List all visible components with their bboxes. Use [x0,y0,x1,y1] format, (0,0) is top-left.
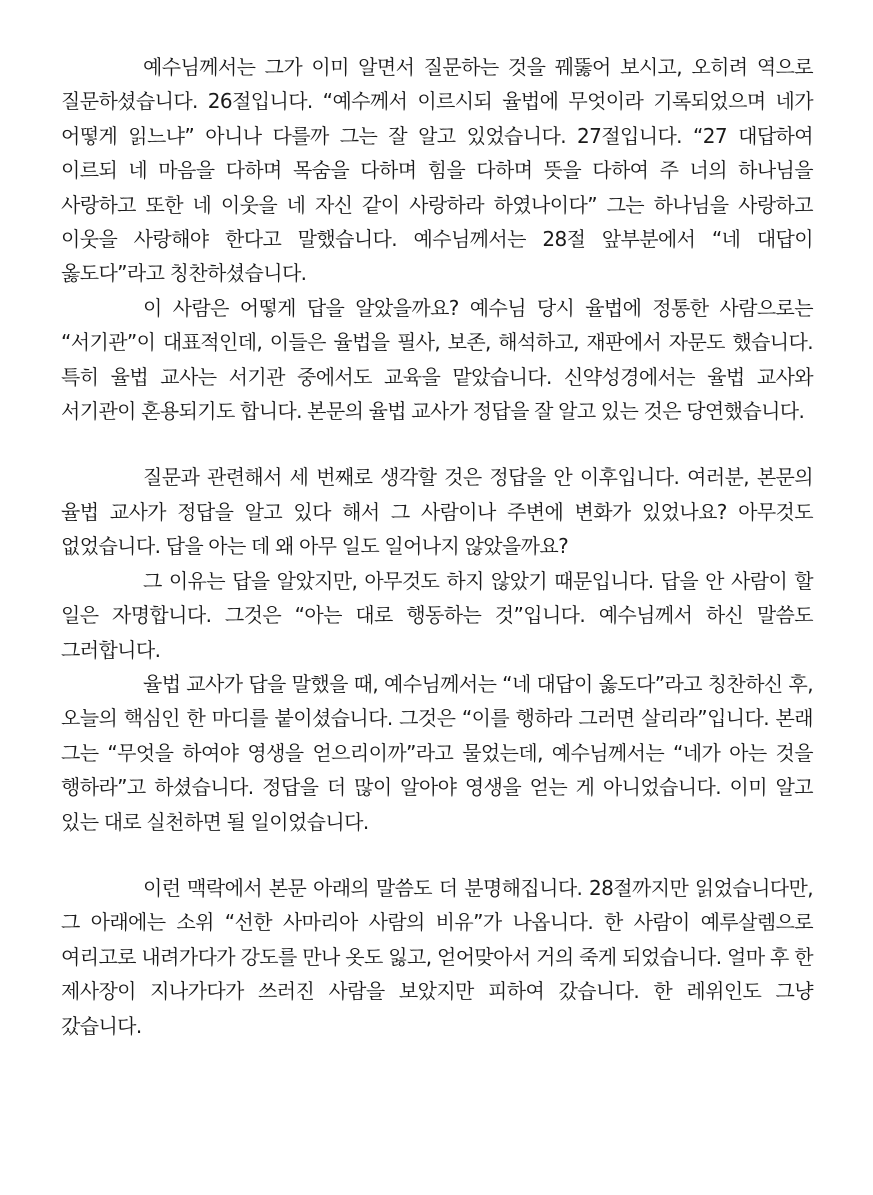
paragraph: 예수님께서는 그가 이미 알면서 질문하는 것을 꿰뚫어 보시고, 오히려 역으로 질문하셨습니다. 26절입니다. “예수께서 이르시되 율법에 무엇이라 기록되었으며 네가 어떻게 읽느냐” 아니나 다를까 그는 잘 알고 있었습니다. 27절입니다. “27 대답하여 이르되 네 마음을 다하며 목숨을 다하며 힘을 다하며 뜻을 다하여 주 너의 하나님을 사랑하고 또한 네 이웃을 네 자신 같이 사랑하라 하였나이다” 그는 하나님을 사랑하고 이웃을 사랑해야 한다고 말했습니다. 예수님께서는 28절 앞부분에서 “네 대답이 옳도다”라고 칭찬하셨습니다. [61,55,813,286]
paragraph: 율법 교사가 답을 말했을 때, 예수님께서는 “네 대답이 옳도다”라고 칭찬하신 후, 오늘의 핵심인 한 마디를 붙이셨습니다. 그것은 “이를 행하라 그러면 살리라”입니다. 본래 그는 “무엇을 하여야 영생을 얻으리이까”라고 물었는데, 예수님께서는 “네가 아는 것을 행하라”고 하셨습니다. 정답을 더 많이 알아야 영생을 얻는 게 아니었습니다. 이미 알고 있는 대로 실천하면 될 일이었습니다. [61,671,813,834]
text-section-1 [61,50,813,428]
text-section-2 [61,460,813,838]
document-page [61,50,813,1043]
paragraph: 그 이유는 답을 알았지만, 아무것도 하지 않았기 때문입니다. 답을 안 사람이 할 일은 자명합니다. 그것은 “아는 대로 행동하는 것”입니다. 예수님께서 하신 말씀도 그러합니다. [61,568,813,662]
paragraph: 이런 맥락에서 본문 아래의 말씀도 더 분명해집니다. 28절까지만 읽었습니다만, 그 아래에는 소위 “선한 사마리아 사람의 비유”가 나옵니다. 한 사람이 예루살렘으로 여리고로 내려가다가 강도를 만나 옷도 잃고, 얻어맞아서 거의 죽게 되었습니다. 얼마 후 한 제사장이 지나가다가 쓰러진 사람을 보았지만 피하여 갔습니다. 한 레위인도 그냥 갔습니다. [61,875,813,1038]
paragraph: 질문과 관련해서 세 번째로 생각할 것은 정답을 안 이후입니다. 여러분, 본문의 율법 교사가 정답을 알고 있다 해서 그 사람이나 주변에 변화가 있었나요? 아무것도 없었습니다. 답을 아는 데 왜 아무 일도 일어나지 않았을까요? [61,465,813,559]
text-section-3 [61,871,813,1043]
paragraph: 이 사람은 어떻게 답을 알았을까요? 예수님 당시 율법에 정통한 사람으로는 “서기관”이 대표적인데, 이들은 율법을 필사, 보존, 해석하고, 재판에서 자문도 했습니다. 특히 율법 교사는 서기관 중에서도 교육을 맡았습니다. 신약성경에서는 율법 교사와 서기관이 혼용되기도 합니다. 본문의 율법 교사가 정답을 잘 알고 있는 것은 당연했습니다. [61,295,813,424]
